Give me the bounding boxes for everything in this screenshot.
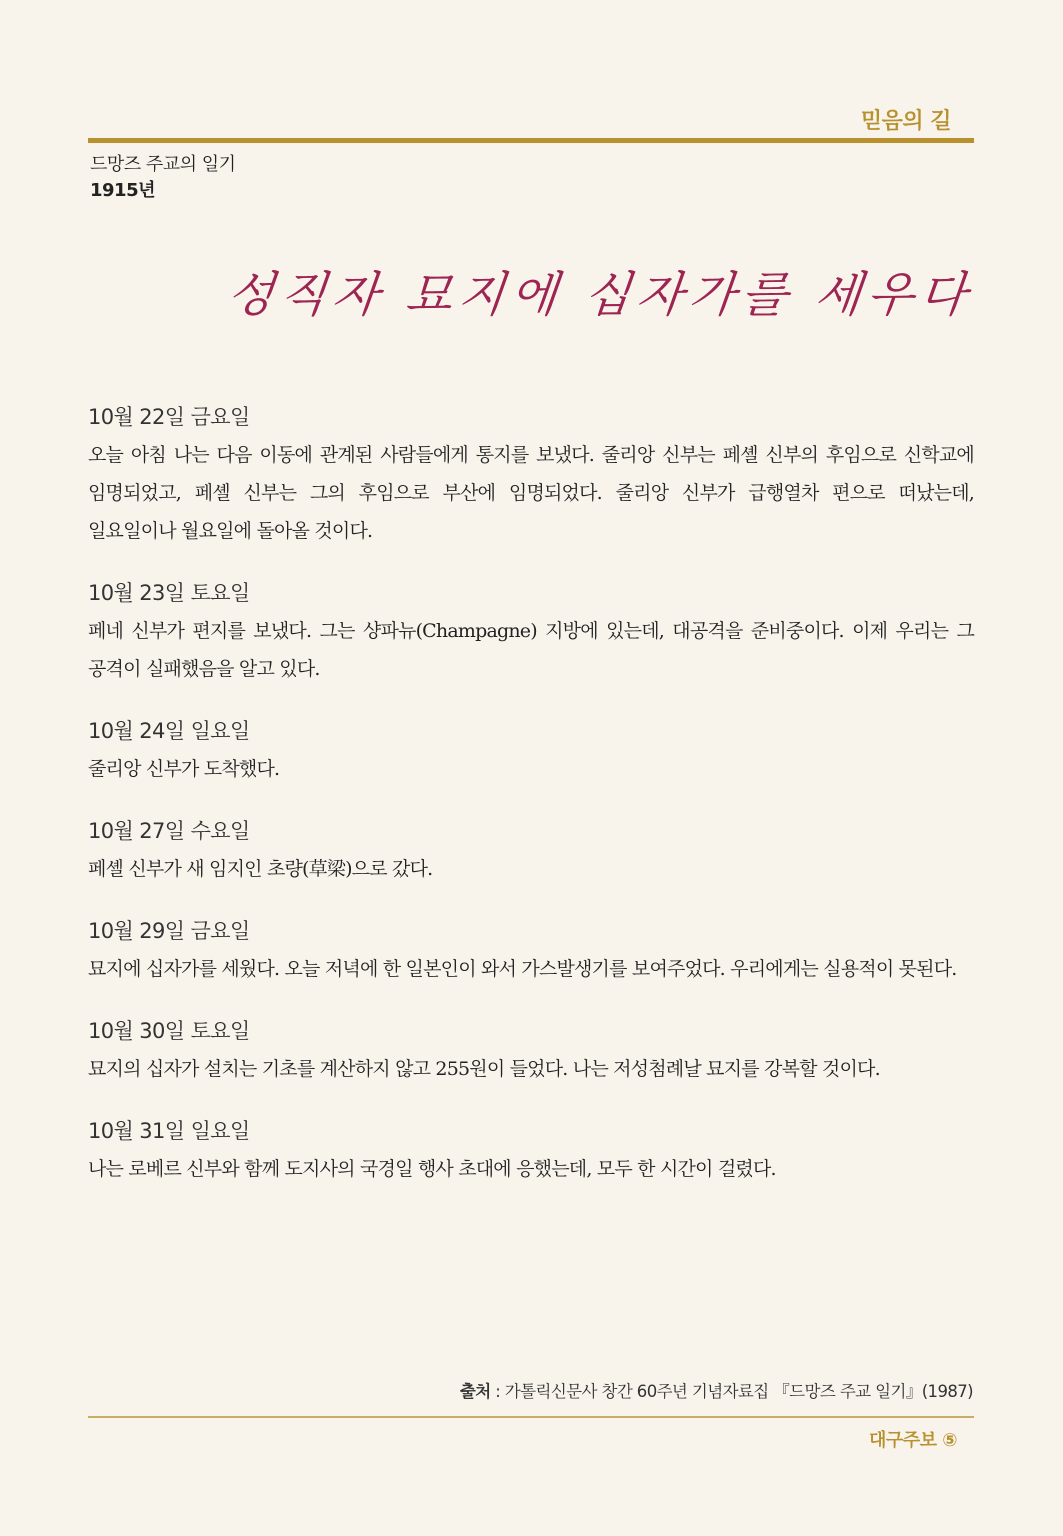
section-label: 믿음의 길 — [860, 109, 951, 134]
diary-entry — [88, 914, 974, 988]
entry-text: 페네 신부가 편지를 보냈다. 그는 샹파뉴(Champagne) 지방에 있는데, 대공격을 준비중이다. 이제 우리는 그 공격이 실패했음을 알고 있다. — [88, 620, 974, 680]
entry-text: 묘지의 십자가 설치는 기초를 계산하지 않고 255원이 들었다. 나는 저성첨례날 묘지를 강복할 것이다. — [88, 1058, 880, 1080]
diary-entry — [88, 400, 974, 550]
entry-date: 10월 29일 금요일 — [88, 919, 250, 943]
diary-entry — [88, 1014, 974, 1088]
entry-date: 10월 30일 토요일 — [88, 1019, 250, 1043]
diary-name: 드망즈 주교의 일기 — [90, 154, 236, 175]
entry-text: 오늘 아침 나는 다음 이동에 관계된 사람들에게 통지를 보냈다. 줄리앙 신부는 페셸 신부의 후임으로 신학교에 임명되었고, 페셸 신부는 그의 후임으로 부산에 임명되었다. 줄리앙 신부가 급행열차 편으로 떠났는데, 일요일이나 월요일에 돌아올 것이다. — [88, 444, 974, 542]
source-separator: : — [490, 1382, 505, 1401]
source-text: 가톨릭신문사 창간 60주년 기념자료집 『드망즈 주교 일기』(1987) — [504, 1382, 973, 1401]
top-divider — [88, 138, 974, 143]
article-headline: 성직자 묘지에 십자가를 세우다 — [225, 267, 976, 323]
diary-entry — [88, 576, 974, 688]
entry-text: 줄리앙 신부가 도착했다. — [88, 758, 280, 780]
entry-date: 10월 22일 금요일 — [88, 405, 250, 429]
entry-date: 10월 31일 일요일 — [88, 1119, 250, 1143]
source-label: 출처 — [459, 1382, 491, 1401]
source-citation — [460, 1378, 973, 1402]
diary-entry — [88, 814, 974, 888]
entry-date: 10월 27일 수요일 — [88, 819, 250, 843]
publication-footer: 대구주보 ⑤ — [868, 1430, 957, 1451]
entry-date: 10월 24일 일요일 — [88, 719, 250, 743]
entry-text: 묘지에 십자가를 세웠다. 오늘 저녁에 한 일본인이 와서 가스발생기를 보여주었다. 우리에게는 실용적이 못된다. — [88, 958, 957, 980]
bottom-divider — [88, 1416, 974, 1418]
diary-entry — [88, 1114, 974, 1188]
diary-year: 1915년 — [90, 180, 155, 201]
entry-text: 페셸 신부가 새 임지인 초량(草梁)으로 갔다. — [88, 858, 433, 880]
entry-text: 나는 로베르 신부와 함께 도지사의 국경일 행사 초대에 응했는데, 모두 한 시간이 걸렸다. — [88, 1158, 776, 1180]
diary-entry — [88, 714, 974, 788]
entry-date: 10월 23일 토요일 — [88, 581, 250, 605]
diary-entries — [88, 400, 974, 1214]
